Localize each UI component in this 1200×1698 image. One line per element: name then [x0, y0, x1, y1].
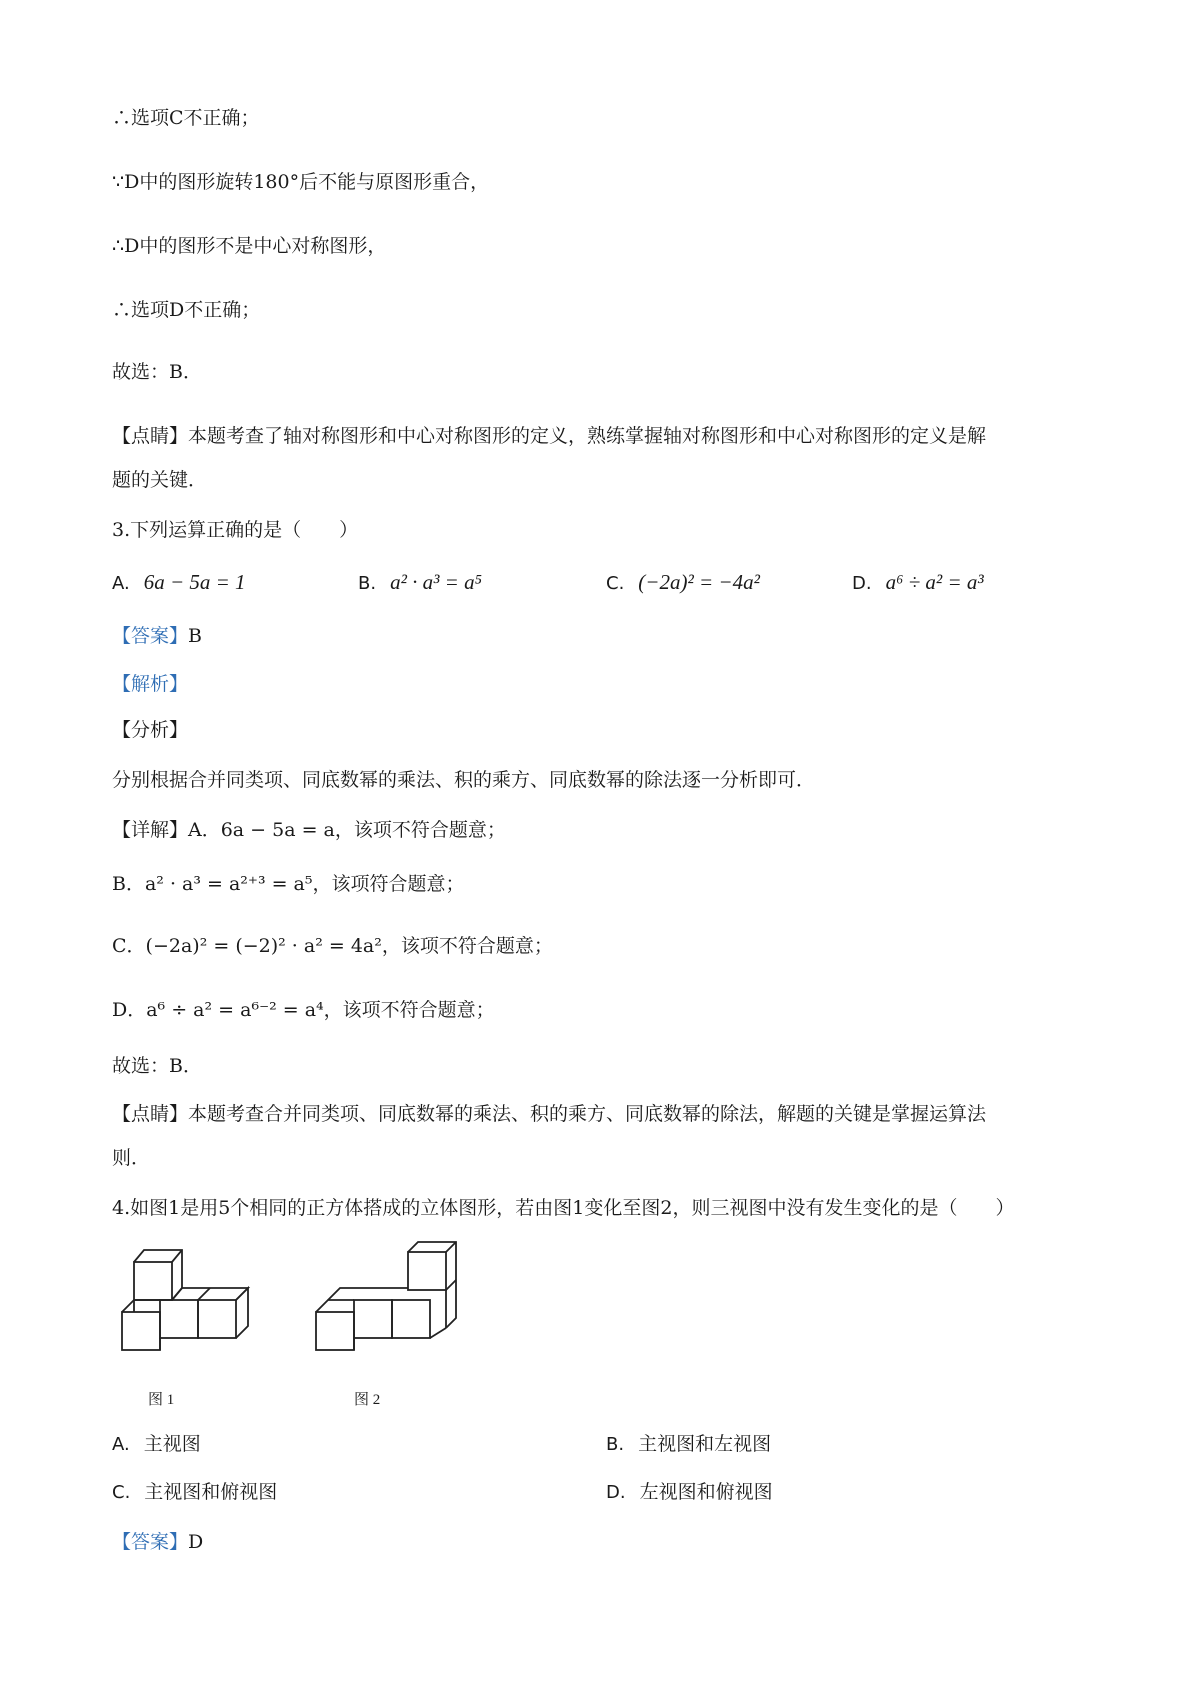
option-label: B.: [358, 573, 377, 594]
answer-tag: 【答案】: [112, 625, 189, 647]
answer-value: B: [188, 625, 202, 647]
option-label: C.: [112, 1482, 131, 1503]
answer-line: [112, 1528, 203, 1556]
answer-line: [112, 622, 202, 650]
q4-option-d: [606, 1478, 773, 1507]
analysis-tag: 【解析】: [112, 673, 189, 695]
fenxi-tag: 【分析】: [112, 719, 189, 741]
option-label: A.: [112, 573, 130, 594]
figure-1-cubes: [112, 1240, 272, 1370]
q3-option-c: [606, 568, 760, 598]
detail-line: C．(−2a)² = (−2)² · a² = 4a²，该项不符合题意；: [112, 935, 553, 957]
comment-line: 【点睛】本题考查了轴对称图形和中心对称图形的定义，熟练掌握轴对称图形和中心对称图形的定义是解: [112, 425, 987, 447]
solution-line: ∴选项C不正确；: [112, 107, 260, 129]
option-label: A.: [112, 1434, 130, 1455]
option-label: C.: [606, 573, 625, 594]
comment-line: 题的关键．: [112, 469, 208, 491]
option-label: D.: [606, 1482, 626, 1503]
figure-1-caption: 图 1: [148, 1392, 175, 1408]
solution-line: ∴选项D不正确；: [112, 299, 261, 321]
option-text: 主视图和俯视图: [144, 1481, 278, 1503]
question-3-stem: 3.下列运算正确的是（ ）: [112, 519, 359, 541]
q4-option-a: [112, 1430, 201, 1459]
figure-2-caption: 图 2: [354, 1392, 381, 1408]
q3-option-a: [112, 568, 246, 598]
choose-line: 故选：B．: [112, 1055, 202, 1077]
q4-option-c: [112, 1478, 277, 1507]
option-expr: (−2a)² = −4a²: [638, 570, 760, 594]
solution-line: ∵D中的图形旋转180°后不能与原图形重合，: [112, 171, 490, 193]
answer-tag: 【答案】: [112, 1531, 189, 1553]
comment-line: 【点睛】本题考查合并同类项、同底数幂的乘法、积的乘方、同底数幂的除法，解题的关键是掌握运算法: [112, 1103, 987, 1125]
solution-line: ∴D中的图形不是中心对称图形，: [112, 235, 387, 257]
answer-value: D: [188, 1531, 204, 1553]
comment-line: 则．: [112, 1147, 151, 1169]
figure-2-cubes: [312, 1240, 482, 1370]
option-expr: a² · a³ = a⁵: [390, 570, 482, 594]
question-4-stem: 4.如图1是用5个相同的正方体搭成的立体图形，若由图1变化至图2，则三视图中没有发生变化的是（ ）: [112, 1197, 1015, 1219]
option-label: D.: [852, 573, 872, 594]
q3-option-b: [358, 568, 482, 598]
option-label: B.: [606, 1434, 625, 1455]
detail-line: 【详解】A．6a − 5a = a，该项不符合题意；: [112, 819, 506, 841]
option-text: 主视图: [143, 1433, 201, 1455]
q4-option-b: [606, 1430, 771, 1459]
choose-line: 故选：B．: [112, 361, 202, 383]
fenxi-text: 分别根据合并同类项、同底数幂的乘法、积的乘方、同底数幂的除法逐一分析即可．: [112, 769, 816, 791]
option-text: 主视图和左视图: [638, 1433, 772, 1455]
option-text: 左视图和俯视图: [639, 1481, 773, 1503]
option-expr: 6a − 5a = 1: [143, 570, 246, 594]
detail-line: D．a⁶ ÷ a² = a⁶⁻² = a⁴，该项不符合题意；: [112, 999, 495, 1021]
q3-option-d: [852, 568, 984, 598]
detail-line: B．a² · a³ = a²⁺³ = a⁵，该项符合题意；: [112, 873, 465, 895]
option-expr: a⁶ ÷ a² = a³: [885, 570, 984, 594]
